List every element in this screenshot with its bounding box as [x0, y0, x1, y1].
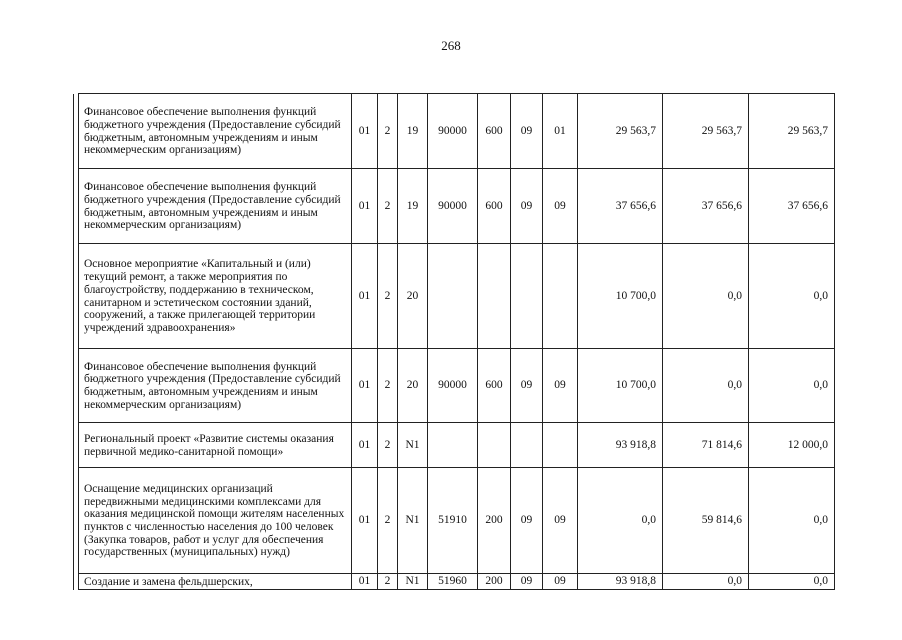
cell-code-2: 2 [378, 244, 398, 349]
table-row [74, 169, 835, 244]
cell-amount-2: 59 814,6 [663, 468, 749, 574]
cell-amount-3: 37 656,6 [749, 169, 835, 244]
cell-expense-type: 200 [478, 468, 511, 574]
cell-code-2: 2 [378, 574, 398, 590]
cell-amount-1: 10 700,0 [578, 244, 663, 349]
cell-code-3: N1 [398, 574, 428, 590]
table-row [74, 349, 835, 423]
cell-amount-1: 93 918,8 [578, 574, 663, 590]
cell-code-3: 19 [398, 94, 428, 169]
cell-expense-type [478, 423, 511, 468]
cell-target-code: 51910 [428, 468, 478, 574]
table-row [74, 423, 835, 468]
cell-target-code [428, 423, 478, 468]
cell-subsection-code: 09 [543, 574, 578, 590]
row-name: Основное мероприятие «Капитальный и (или) текущий ремонт, а также мероприятия по благоустройству, поддержанию в техническом, санитарном и эстетическом состоянии зданий, сооружений, а также прилегающей территории учреждений здравоохранения» [79, 244, 352, 349]
cell-code-3: 20 [398, 244, 428, 349]
cell-expense-type: 200 [478, 574, 511, 590]
cell-target-code: 51960 [428, 574, 478, 590]
cell-target-code: 90000 [428, 349, 478, 423]
cell-code-3: 20 [398, 349, 428, 423]
cell-target-code: 90000 [428, 94, 478, 169]
cell-amount-3: 0,0 [749, 349, 835, 423]
table-row [74, 94, 835, 169]
cell-amount-3: 29 563,7 [749, 94, 835, 169]
cell-code-2: 2 [378, 423, 398, 468]
cell-subsection-code [543, 423, 578, 468]
row-name: Создание и замена фельдшерских, [79, 574, 352, 590]
table-body [74, 94, 835, 590]
cell-section-code: 09 [511, 94, 543, 169]
cell-amount-2: 0,0 [663, 349, 749, 423]
table-row [74, 574, 835, 590]
table-row [74, 244, 835, 349]
cell-expense-type [478, 244, 511, 349]
cell-amount-2: 37 656,6 [663, 169, 749, 244]
cell-target-code: 90000 [428, 169, 478, 244]
cell-expense-type: 600 [478, 94, 511, 169]
cell-section-code [511, 423, 543, 468]
cell-code-3: N1 [398, 423, 428, 468]
cell-subsection-code: 09 [543, 169, 578, 244]
cell-code-2: 2 [378, 169, 398, 244]
cell-code-1: 01 [352, 349, 378, 423]
cell-code-2: 2 [378, 94, 398, 169]
cell-amount-1: 10 700,0 [578, 349, 663, 423]
cell-code-3: 19 [398, 169, 428, 244]
budget-table [73, 93, 835, 590]
cell-target-code [428, 244, 478, 349]
cell-amount-2: 0,0 [663, 244, 749, 349]
cell-code-2: 2 [378, 349, 398, 423]
cell-amount-1: 29 563,7 [578, 94, 663, 169]
cell-amount-3: 0,0 [749, 468, 835, 574]
page-number: 268 [441, 38, 461, 53]
row-name: Финансовое обеспечение выполнения функций бюджетного учреждения (Предоставление субсидий бюджетным, автономным учреждениям и иным некоммерческим организациям) [79, 349, 352, 423]
cell-code-2: 2 [378, 468, 398, 574]
cell-section-code: 09 [511, 468, 543, 574]
cell-code-1: 01 [352, 169, 378, 244]
row-name: Оснащение медицинских организаций передвижными медицинскими комплексами для оказания медицинской помощи жителям населенных пунктов с численностью населения до 100 человек (Закупка товаров, работ и услуг для обеспечения государственных (муниципальных) нужд) [79, 468, 352, 574]
cell-code-1: 01 [352, 423, 378, 468]
row-name: Финансовое обеспечение выполнения функций бюджетного учреждения (Предоставление субсидий бюджетным, автономным учреждениям и иным некоммерческим организациям) [79, 169, 352, 244]
cell-subsection-code: 09 [543, 349, 578, 423]
cell-amount-3: 0,0 [749, 574, 835, 590]
cell-amount-3: 12 000,0 [749, 423, 835, 468]
cell-code-1: 01 [352, 94, 378, 169]
cell-expense-type: 600 [478, 349, 511, 423]
row-name: Финансовое обеспечение выполнения функций бюджетного учреждения (Предоставление субсидий бюджетным, автономным учреждениям и иным некоммерческим организациям) [79, 94, 352, 169]
cell-code-1: 01 [352, 574, 378, 590]
cell-section-code: 09 [511, 349, 543, 423]
cell-section-code: 09 [511, 574, 543, 590]
cell-amount-1: 93 918,8 [578, 423, 663, 468]
cell-amount-2: 71 814,6 [663, 423, 749, 468]
cell-subsection-code: 01 [543, 94, 578, 169]
row-name: Региональный проект «Развитие системы оказания первичной медико-санитарной помощи» [79, 423, 352, 468]
cell-amount-2: 29 563,7 [663, 94, 749, 169]
cell-section-code [511, 244, 543, 349]
cell-expense-type: 600 [478, 169, 511, 244]
cell-section-code: 09 [511, 169, 543, 244]
table-row [74, 468, 835, 574]
cell-subsection-code: 09 [543, 468, 578, 574]
cell-code-1: 01 [352, 468, 378, 574]
cell-code-3: N1 [398, 468, 428, 574]
cell-amount-1: 37 656,6 [578, 169, 663, 244]
cell-subsection-code [543, 244, 578, 349]
cell-code-1: 01 [352, 244, 378, 349]
cell-amount-3: 0,0 [749, 244, 835, 349]
cell-amount-1: 0,0 [578, 468, 663, 574]
cell-amount-2: 0,0 [663, 574, 749, 590]
